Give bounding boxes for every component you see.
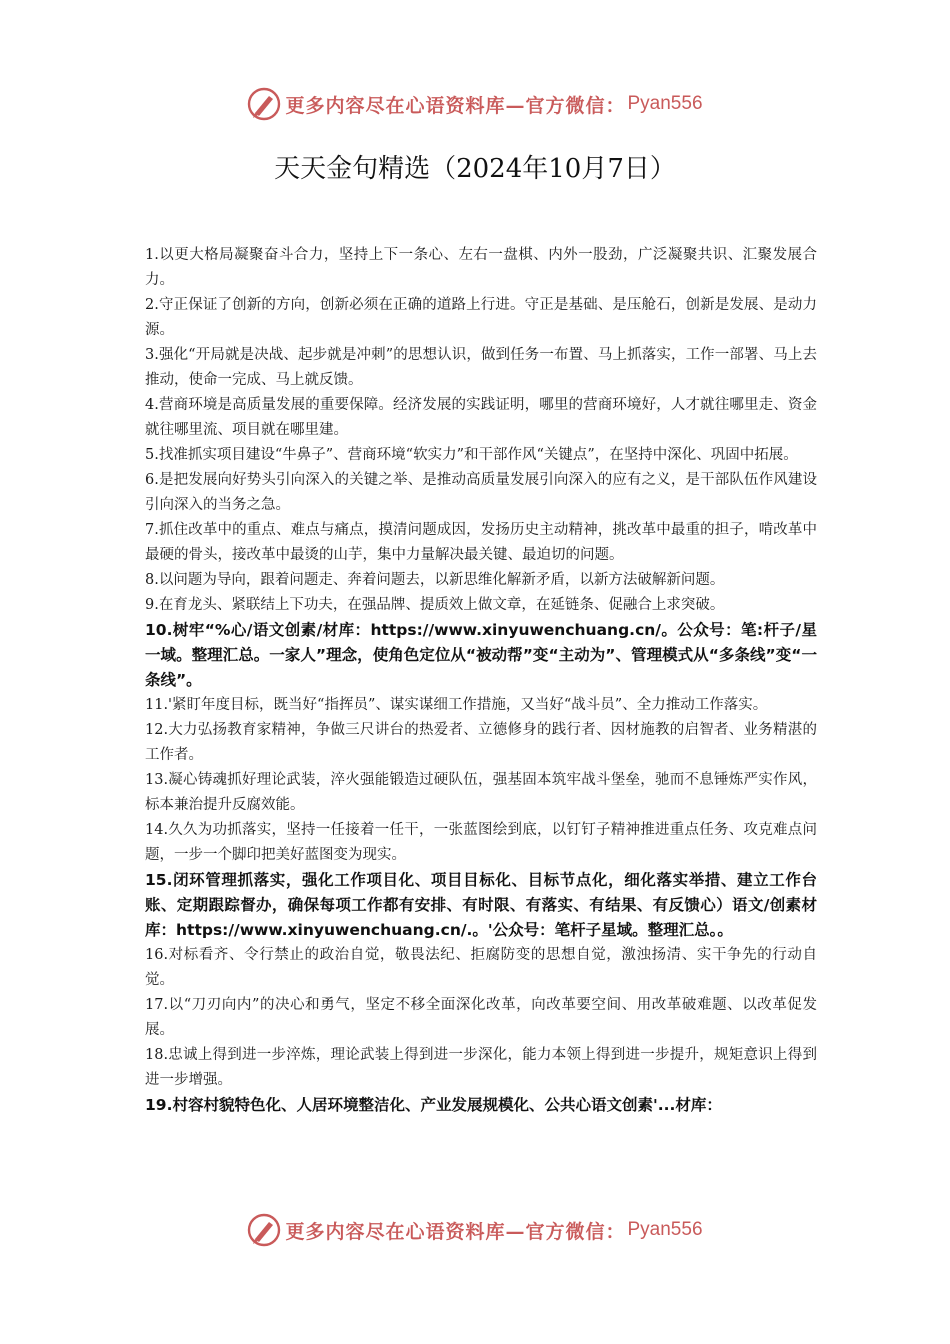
quote-item-2: 2.守正保证了创新的方向，创新必须在正确的道路上行进。守正是基础、是压舱石，创新是发展、是动力源。: [145, 297, 817, 338]
quote-item-18: 18.忠诚上得到进一步淬炼，理论武装上得到进一步深化，能力本领上得到进一步提升，规矩意识上得到进一步增强。: [145, 1047, 817, 1088]
page-title: 天天金句精选（2024年10月7日）: [274, 154, 676, 184]
quote-item-10: 10.树牢“%心/语文创素/材库：https://www.xinyuwenchuang.cn/。公众号：笔:杆子/星一域。整理汇总。一家人”理念，使角色定位从“被动帮”变“主动为”、管理模式从“多条线”变“一条线”。: [145, 621, 817, 689]
quote-item-15: 15.闭环管理抓落实，强化工作项目化、项目目标化、目标节点化，细化落实举措、建立工作台账、定期跟踪督办，确保每项工作都有安排、有时限、有落实、有结果、有反馈心）语文/创素材库：https://www.xinyuwenchuang.cn/.。'公众号：笔杆子星域。整理汇总。。: [145, 871, 817, 939]
quote-item-3: 3.强化“开局就是决战、起步就是冲刺”的思想认识，做到任务一布置、马上抓落实，工作一部署、马上去推动，使命一完成、马上就反馈。: [145, 347, 817, 388]
pen-logo-icon: [247, 87, 281, 121]
footer-wechat-id: Pyan556: [627, 1219, 703, 1240]
quote-item-12: 12.大力弘扬教育家精神，争做三尺讲台的热爱者、立德修身的践行者、因材施教的启智者、业务精湛的工作者。: [145, 722, 817, 763]
quote-item-16: 16.对标看齐、令行禁止的政治自觉，敬畏法纪、拒腐防变的思想自觉，激浊扬清、实干争先的行动自觉。: [145, 947, 817, 988]
quote-item-4: 4.营商环境是高质量发展的重要保障。经济发展的实践证明，哪里的营商环境好，人才就往哪里走、资金就往哪里流、项目就在哪里建。: [145, 397, 817, 438]
pen-logo-icon: [247, 1213, 281, 1247]
quote-item-7: 7.抓住改革中的重点、难点与痛点，摸清问题成因，发扬历史主动精神，挑改革中最重的担子，啃改革中最硬的骨头，接改革中最烫的山芋，集中力量解决最关键、最迫切的问题。: [145, 522, 817, 563]
quote-item-11: 11.'紧盯年度目标，既当好“指挥员”、谋实谋细工作措施，又当好“战斗员”、全力推动工作落实。: [145, 697, 768, 713]
quote-item-13: 13.凝心铸魂抓好理论武装，淬火强能锻造过硬队伍，强基固本筑牢战斗堡垒，驰而不息锤炼严实作风，标本兼治提升反腐效能。: [145, 772, 817, 813]
quote-item-14: 14.久久为功抓落实，坚持一任接着一任干，一张蓝图绘到底，以钉钉子精神推进重点任务、攻克难点问题，一步一个脚印把美好蓝图变为现实。: [145, 822, 817, 863]
quote-item-1: 1.以更大格局凝聚奋斗合力，坚持上下一条心、左右一盘棋、内外一股劲，广泛凝聚共识、汇聚发展合力。: [145, 247, 817, 288]
quote-item-5: 5.找准抓实项目建设“牛鼻子”、营商环境“软实力”和干部作风“关键点”，在坚持中深化、巩固中拓展。: [145, 447, 798, 463]
footer-slogan: 更多内容尽在心语资料库—官方微信：: [285, 1220, 626, 1243]
quote-item-8: 8.以问题为导向，跟着问题走、奔着问题去，以新思维化解新矛盾，以新方法破解新问题。: [145, 572, 725, 588]
header-slogan: 更多内容尽在心语资料库—官方微信：: [285, 94, 626, 117]
footer-banner: [0, 1210, 950, 1250]
header-banner: [0, 84, 950, 124]
quote-item-17: 17.以“刀刃向内”的决心和勇气，坚定不移全面深化改革，向改革要空间、用改革破难题、以改革促发展。: [145, 997, 817, 1038]
header-wechat-id: Pyan556: [627, 93, 703, 114]
quote-item-6: 6.是把发展向好势头引向深入的关键之举、是推动高质量发展引向深入的应有之义，是干部队伍作风建设引向深入的当务之急。: [145, 472, 817, 513]
quote-list: [145, 243, 817, 1118]
quote-item-19: 19.村容村貌特色化、人居环境整洁化、产业发展规模化、公共心语文创素'...材库：: [145, 1096, 722, 1114]
quote-item-9: 9.在育龙头、紧联结上下功夫，在强品牌、提质效上做文章，在延链条、促融合上求突破。: [145, 597, 725, 613]
